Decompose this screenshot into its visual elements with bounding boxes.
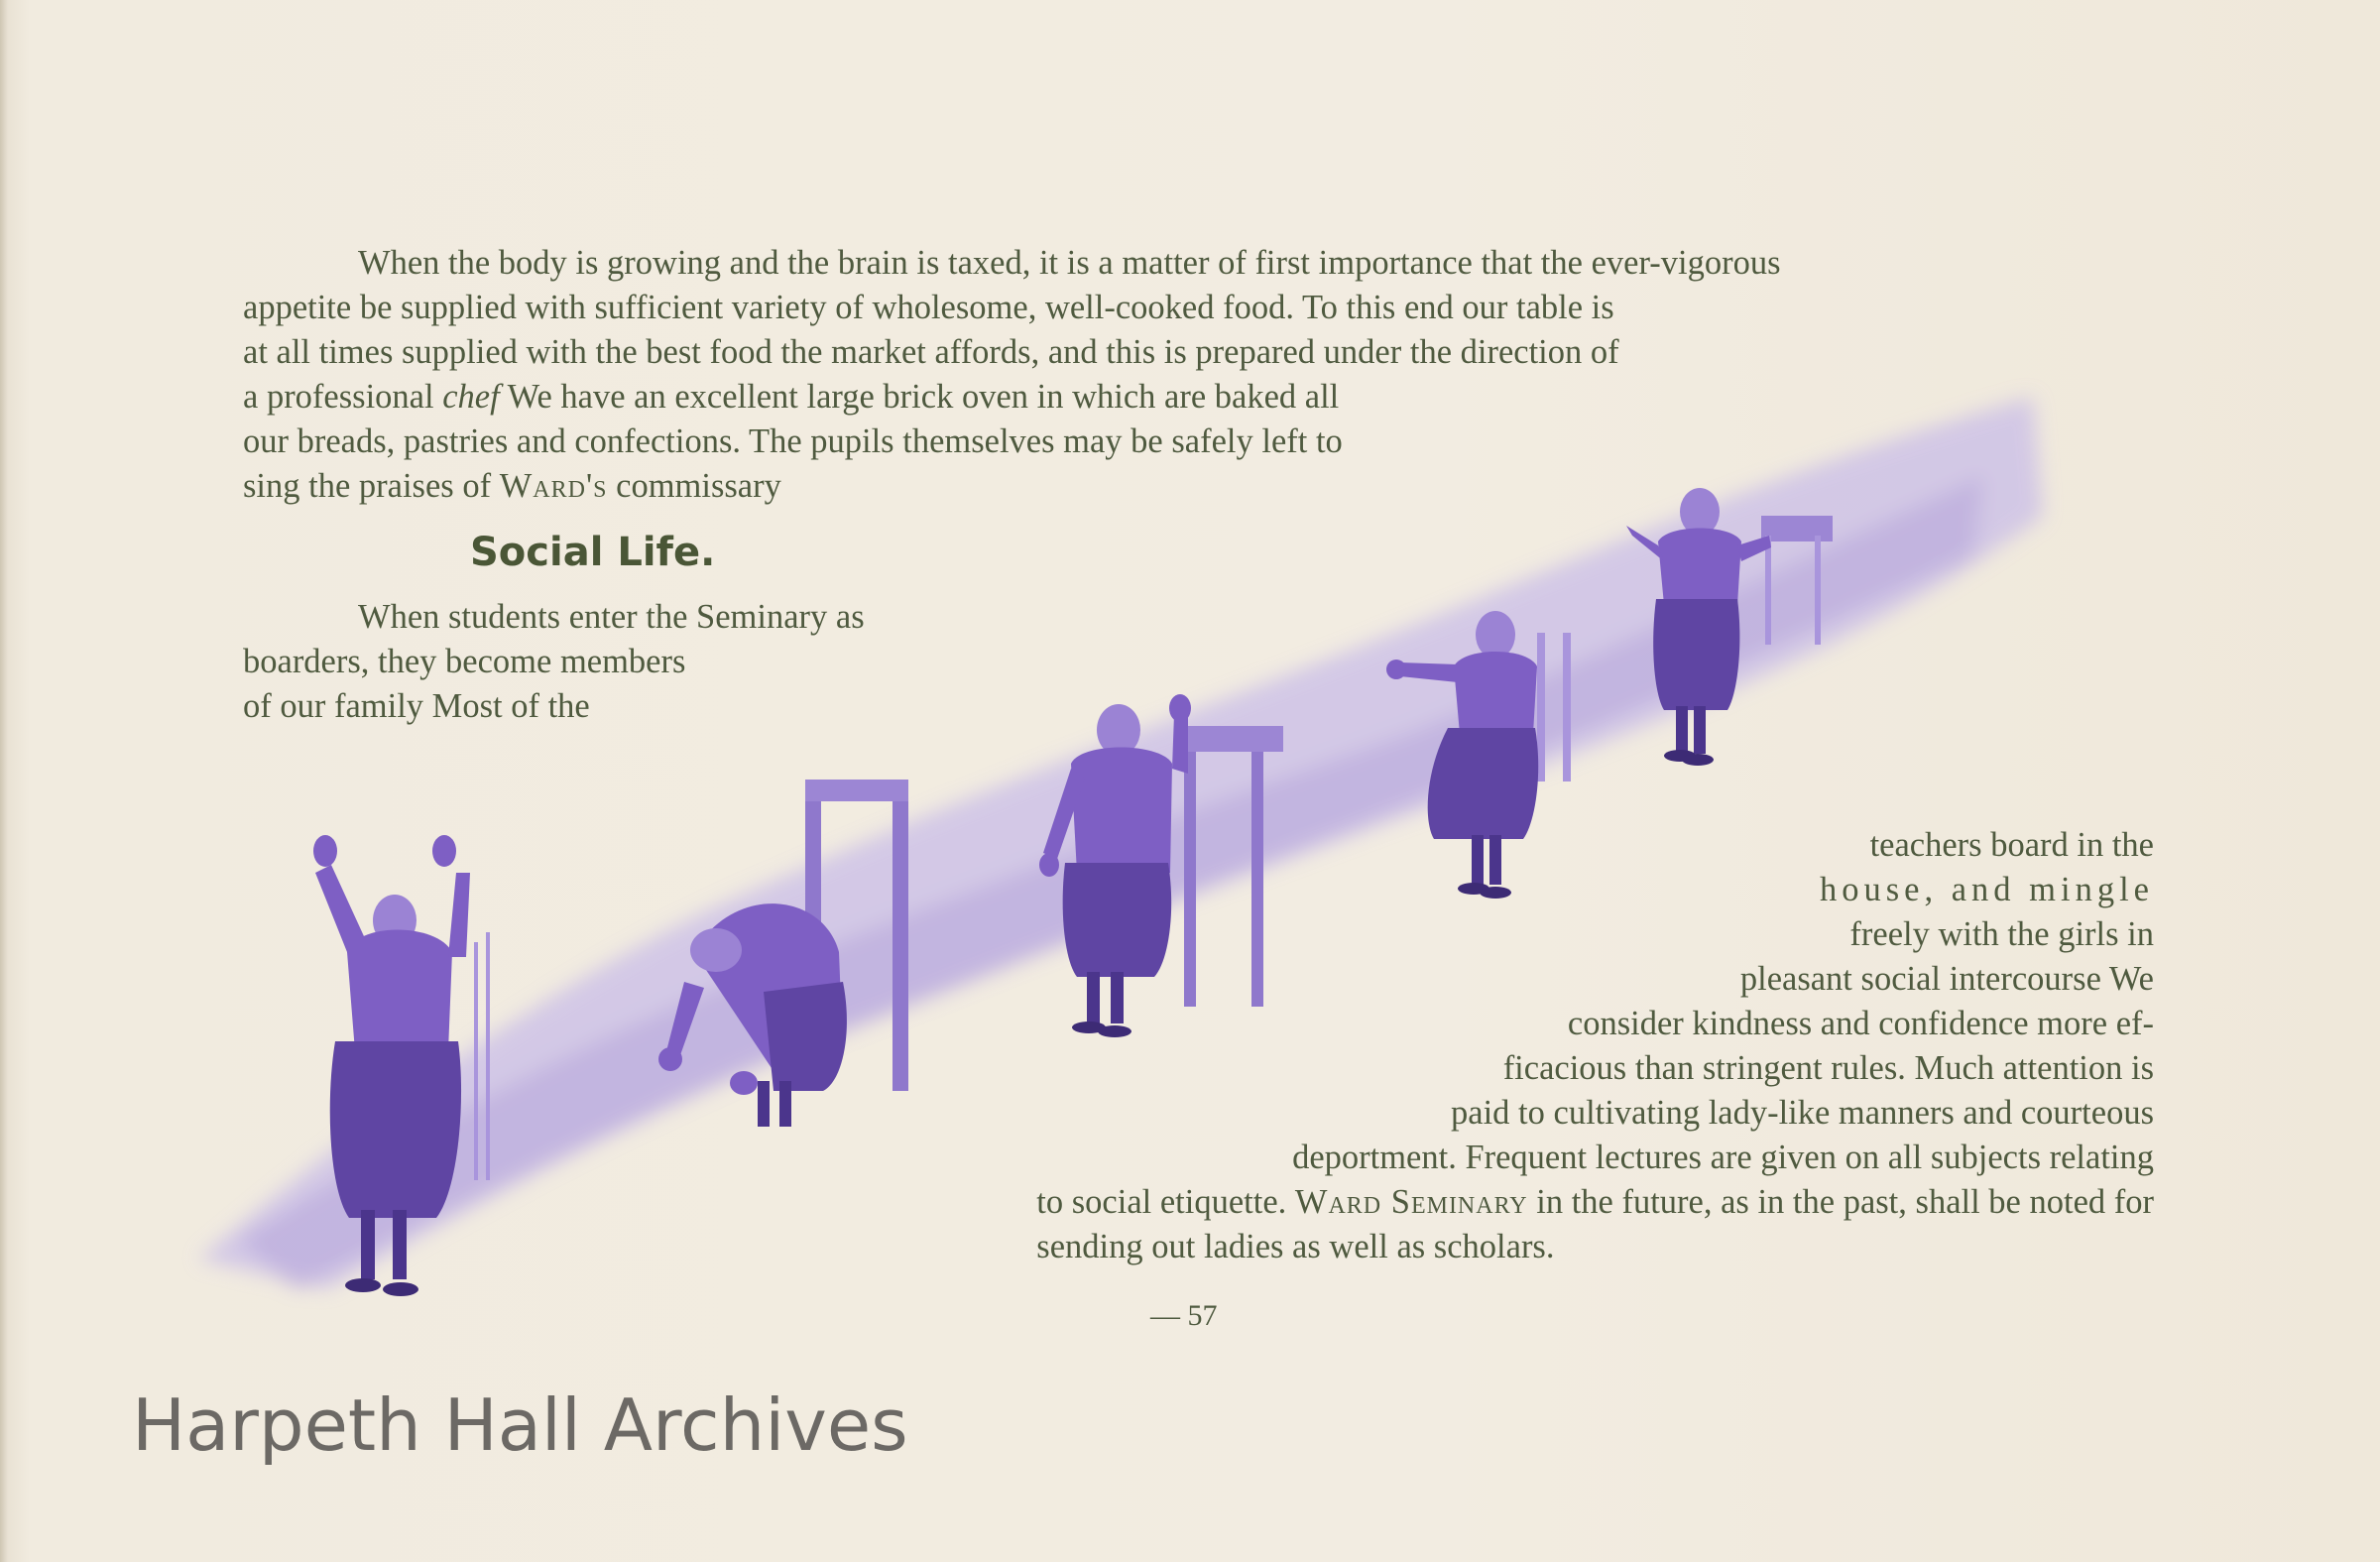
- social-line: pleasant social intercourse We: [1739, 960, 2154, 998]
- social-line: paid to cultivating lady-like manners and courteous: [1451, 1094, 2154, 1132]
- intro-line: at all times supplied with the best food the market affords, and this is prepared under the direction of: [243, 333, 1619, 371]
- social-line: deportment. Frequent lectures are given on all subjects relating: [1292, 1139, 2154, 1176]
- social-life-left: [243, 595, 865, 729]
- social-line: boarders, they become members: [243, 643, 686, 680]
- intro-line: our breads, pastries and confections. The pupils themselves may be safely left to: [243, 422, 1343, 460]
- social-line: of our family Most of the: [243, 687, 590, 725]
- ward-small-caps: Ward's: [499, 467, 608, 505]
- social-line: ficacious than stringent rules. Much attention is: [1502, 1049, 2154, 1087]
- social-life-right: [1036, 823, 2154, 1269]
- intro-line: When the body is growing and the brain is taxed, it is a matter of first importance that the ever-vigorous: [358, 244, 1781, 282]
- social-line: sending out ladies as well as scholars.: [1036, 1228, 1555, 1265]
- intro-line: sing the praises of Ward's commissary: [243, 467, 781, 505]
- chef-italic: chef: [442, 378, 500, 416]
- page-number: — 57: [1150, 1299, 1218, 1332]
- section-heading: Social Life.: [470, 530, 716, 575]
- social-line: to social etiquette. Ward Seminary in the future, as in the past, shall be noted for: [1036, 1183, 2154, 1221]
- intro-line: appetite be supplied with sufficient variety of wholesome, well-cooked food. To this end our table is: [243, 289, 1614, 326]
- intro-line: a professional chef We have an excellent large brick oven in which are baked all: [243, 378, 1340, 416]
- social-line: teachers board in the: [1869, 826, 2154, 864]
- social-line: house, and mingle: [1820, 871, 2154, 908]
- social-line: consider kindness and confidence more ef-: [1567, 1005, 2154, 1042]
- archive-watermark: Harpeth Hall Archives: [132, 1383, 908, 1467]
- intro-paragraph: [243, 241, 1781, 509]
- social-line: When students enter the Seminary as: [358, 598, 865, 636]
- ward-seminary-small-caps: Ward Seminary: [1294, 1183, 1528, 1221]
- social-line: freely with the girls in: [1849, 915, 2154, 953]
